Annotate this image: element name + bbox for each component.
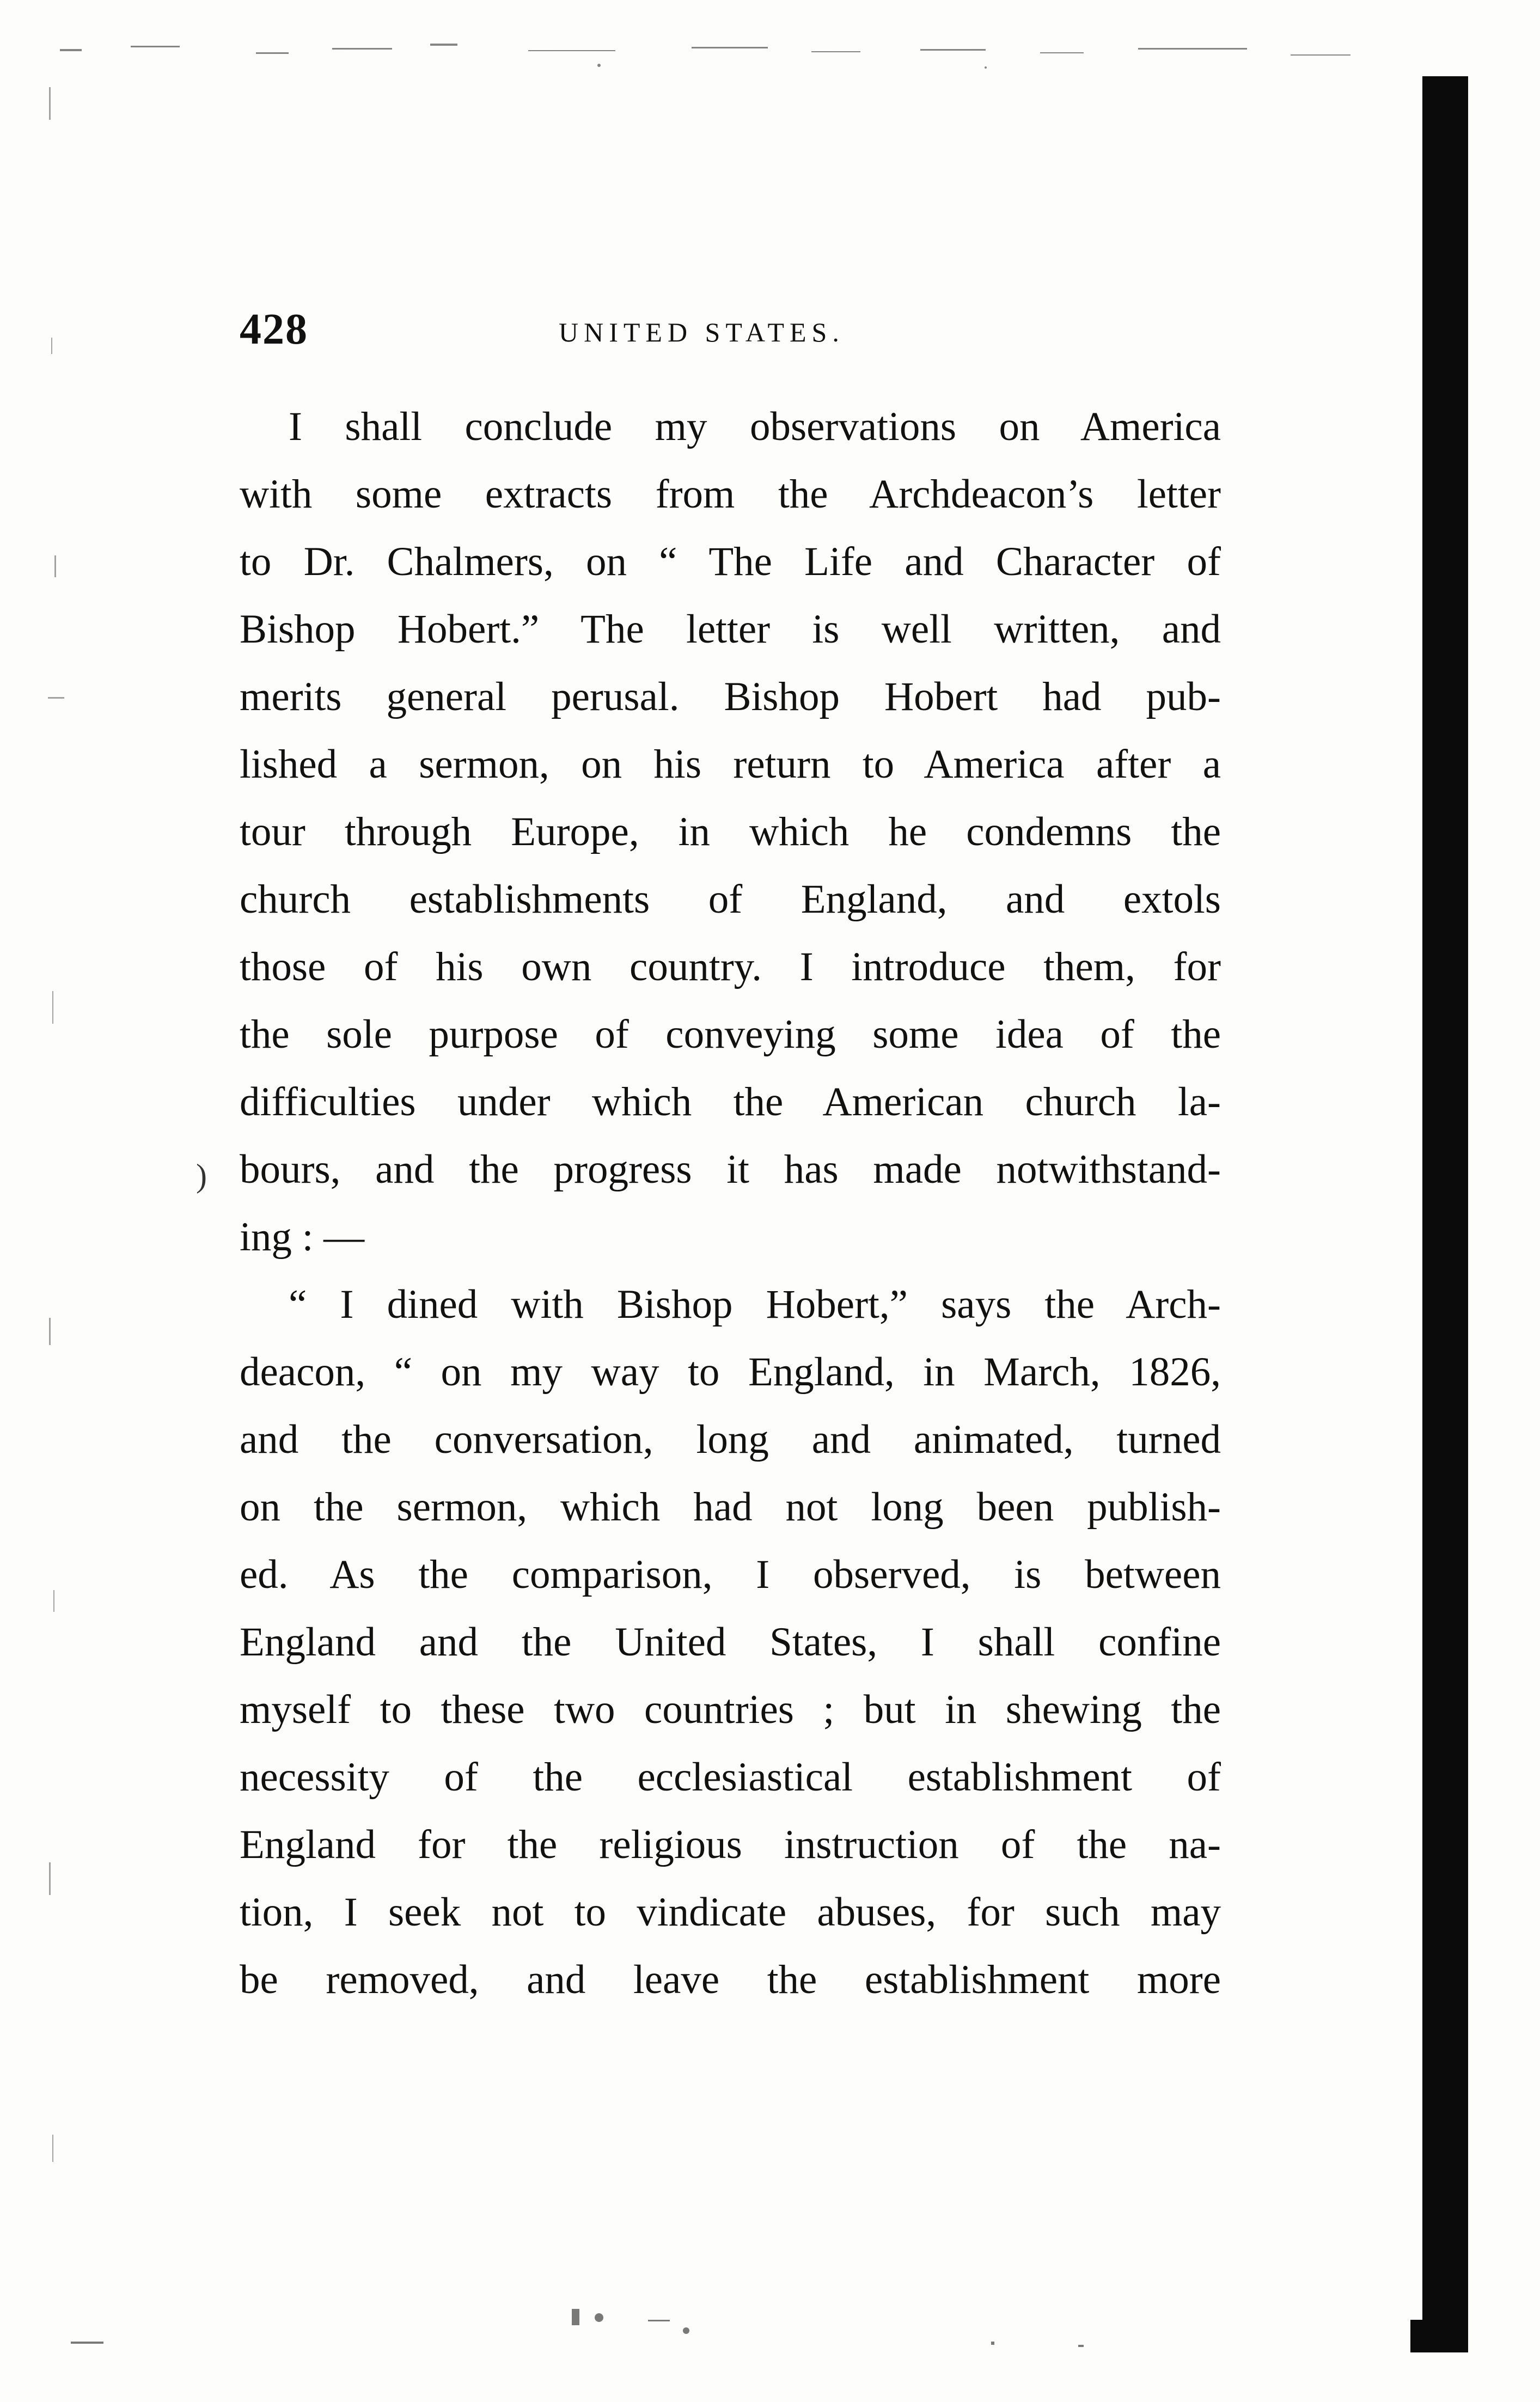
text-line: deacon, “ on my way to England, in March, 1826, [240, 1349, 1221, 1395]
text-line: on the sermon, which had not long been publish- [240, 1484, 1221, 1530]
text-line: England and the United States, I shall confine [240, 1619, 1221, 1665]
text-line: ed. As the comparison, I observed, is between [240, 1552, 1221, 1597]
running-head: UNITED STATES. [559, 317, 845, 347]
text-line: to Dr. Chalmers, on “ The Life and Character of [240, 539, 1221, 584]
text-line: tion, I seek not to vindicate abuses, for such may [240, 1890, 1221, 1935]
scan-noise-bottom [54, 2276, 1470, 2374]
text-line: lished a sermon, on his return to America after a [240, 742, 1221, 787]
text-line: bours, and the progress it has made notwithstand- [240, 1147, 1221, 1192]
binding-shadow-tail [1410, 2320, 1468, 2352]
text-line: and the conversation, long and animated, turned [240, 1417, 1221, 1462]
text-line: I shall conclude my observations on America [289, 404, 1221, 449]
text-line: Bishop Hobert.” The letter is well written, and [240, 607, 1221, 652]
text-line: ing : — [240, 1214, 365, 1260]
page-number: 428 [240, 305, 308, 353]
text-line: with some extracts from the Archdeacon’s letter [240, 472, 1221, 517]
text-line: the sole purpose of conveying some idea of the [240, 1012, 1221, 1057]
binding-shadow-bar [1422, 76, 1468, 2352]
margin-mark: ) [196, 1158, 207, 1194]
text-line: “ I dined with Bishop Hobert,” says the Arch- [289, 1282, 1221, 1327]
scan-noise-left [33, 65, 82, 2352]
scan-noise-top [49, 33, 1465, 76]
text-line: those of his own country. I introduce them, for [240, 944, 1221, 989]
text-line: England for the religious instruction of the na- [240, 1822, 1221, 1867]
text-line: church establishments of England, and extols [240, 877, 1221, 922]
body-text [240, 393, 1221, 2014]
text-line: tour through Europe, in which he condemns the [240, 809, 1221, 854]
text-line: necessity of the ecclesiastical establishment of [240, 1755, 1221, 1800]
page-header [240, 300, 1220, 359]
text-line: merits general perusal. Bishop Hobert had pub- [240, 674, 1221, 719]
text-line: be removed, and leave the establishment more [240, 1957, 1221, 2002]
text-line: myself to these two countries ; but in shewing the [240, 1687, 1221, 1732]
text-line: difficulties under which the American church la- [240, 1079, 1221, 1124]
